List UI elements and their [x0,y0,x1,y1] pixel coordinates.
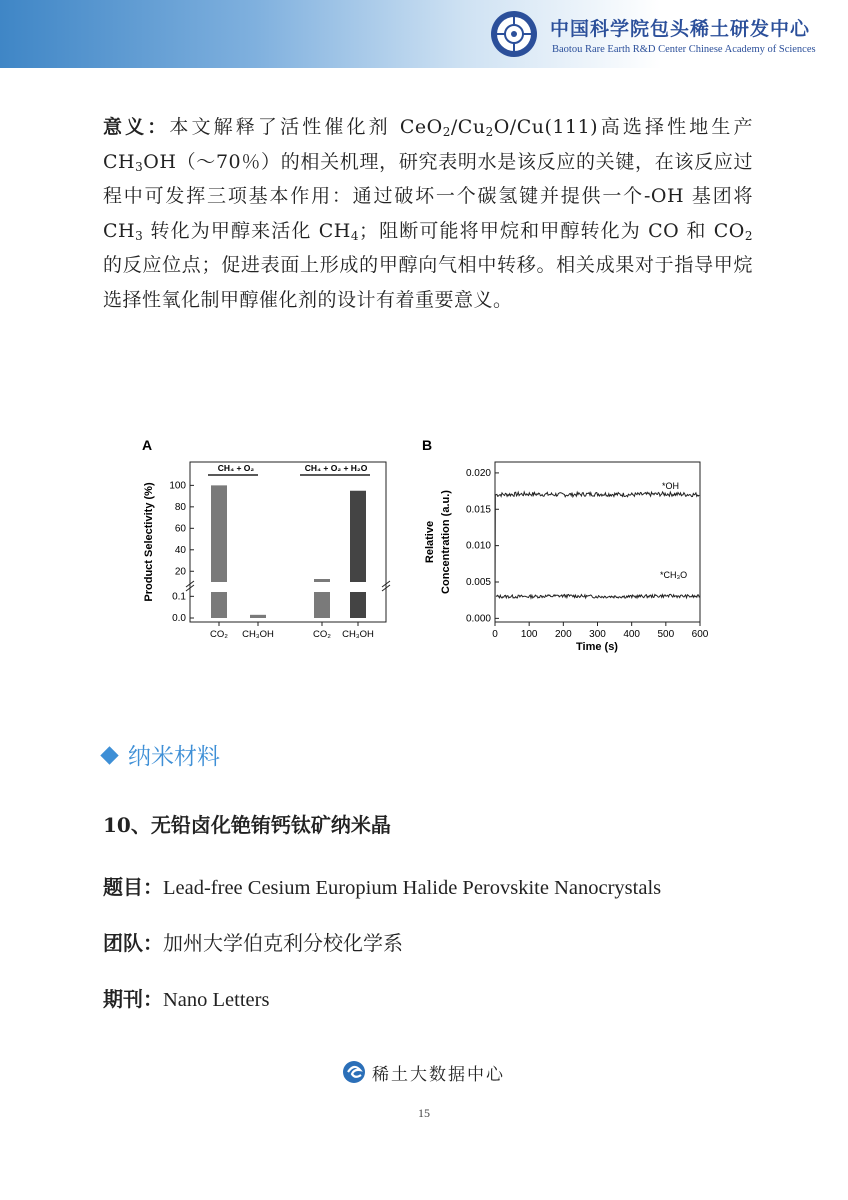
a-xtick-label: CO₂ [313,629,331,640]
a-bar-lower [350,592,366,618]
org-name-cn: 中国科学院包头稀土研发中心 [550,18,811,40]
series-ch3o-line [496,594,699,598]
b-xtick-label: 400 [623,629,641,640]
panel-a-bars [211,485,366,618]
item-title: 10、无铅卤化铯铕钙钛矿纳米晶 [103,813,391,837]
topic-row [103,871,661,900]
b-xtick-label: 0 [492,629,498,640]
para-sub-6: 2 [744,228,753,243]
panel-b-letter: B [422,437,433,453]
a-ytick-label: 80 [174,501,186,513]
group1-label: CH₄ + O₂ [217,463,255,473]
para-text-4: OH（～70％）的相关机理，研究表明水是该反应的关键，在该反应过程中可发挥三项基本作用：通过破坏一个碳氢键并提供一个-OH 基团将 CH [103,150,753,242]
team-label: 团队： [103,931,163,955]
series-oh-label: *OH [662,481,680,491]
journal-value: Nano Letters [163,989,270,1011]
para-sub-5: 4 [350,228,359,243]
axis-break-marks [186,581,390,591]
b-xtick-label: 300 [589,629,606,640]
panel-b-ylabel-1: Relative [424,520,436,564]
a-ytick-label: 40 [174,544,186,556]
a-xtick-label: CO₂ [210,629,228,640]
para-sub-3: 3 [135,159,144,174]
series-ch3o-label: *CH₃O [660,570,688,580]
topic-value: Lead-free Cesium Europium Halide Perovskite Nanocrystals [163,877,662,899]
a-ytick-label: 20 [174,566,186,578]
b-xtick-label: 500 [657,629,675,640]
team-value: 加州大学伯克利分校化学系 [163,931,403,955]
a-xtick-label: CH₃OH [242,629,274,640]
b-ytick-label: 0.005 [465,577,491,588]
panel-a-letter: A [142,437,153,453]
b-ytick-label: 0.000 [465,613,491,625]
b-ytick-label: 0.020 [465,467,491,479]
org-name-en: Baotou Rare Earth R&D Center Chinese Academy of Sciences [552,44,816,55]
cas-logo-icon [490,10,538,58]
series-oh-line [495,492,699,618]
a-bar [250,615,266,618]
para-sub-1: 2 [442,125,451,139]
b-xtick-label: 200 [554,629,572,640]
topic-label: 题目： [103,875,163,899]
a-bar-upper [211,485,227,582]
a-ytick-label: 100 [169,480,186,492]
para-text-1: 本文解释了活性催化剂 CeO [169,116,443,138]
a-bar-upper [314,579,330,582]
a-bar-lower [314,592,330,618]
journal-label: 期刊： [103,987,163,1011]
para-text-5: 转化为甲醇来活化 CH [143,219,351,242]
section-title: 纳米材料 [128,744,220,770]
footer-text: 稀土大数据中心 [372,1065,505,1085]
page-number: 15 [418,1106,430,1120]
a-ytick-label: 0.0 [172,613,186,624]
panel-b-yticks [466,468,499,624]
para-text-2: /Cu [450,116,486,138]
a-bar-upper [350,491,366,582]
a-ytick-label: 60 [174,523,186,535]
a-ytick-label: 0.1 [172,591,186,603]
page-header [0,0,848,68]
panel-b-xlabel: Time (s) [576,641,618,653]
diamond-icon [100,746,118,764]
big-data-logo-icon [341,1060,367,1084]
panel-b-ylabel-2: Concentration (a.u.) [440,490,452,594]
panel-a-xticks [210,622,374,640]
para-text-7: 的反应位点；促进表面上形成的甲醇向气相中转移。相关成果对于指导甲烷选择性氧化制甲醇催化剂的设计有着重要意义。 [103,254,753,311]
significance-paragraph [103,110,753,317]
a-xtick-label: CH₃OH [342,629,374,640]
team-row [103,927,403,956]
b-ytick-label: 0.010 [465,540,491,552]
para-sub-2: 2 [485,125,494,139]
b-ytick-label: 0.015 [465,504,491,516]
a-bar-lower [211,592,227,618]
b-xtick-label: 100 [520,629,538,640]
significance-label: 意义： [103,116,170,138]
para-text-6: ；阻断可能将甲烷和甲醇转化为 CO 和 CO [358,219,745,242]
b-xtick-label: 600 [691,629,709,640]
figure [130,432,730,662]
journal-row [103,983,269,1012]
para-sub-4: 3 [135,228,144,243]
group2-label: CH₄ + O₂ + H₂O [304,463,368,473]
para-text-3: O/Cu(111)高选择性地生产 CH [103,116,753,173]
panel-a-ylabel: Product Selectivity (%) [143,482,155,602]
section-heading [103,738,220,771]
panel-b-xticks [492,622,709,640]
